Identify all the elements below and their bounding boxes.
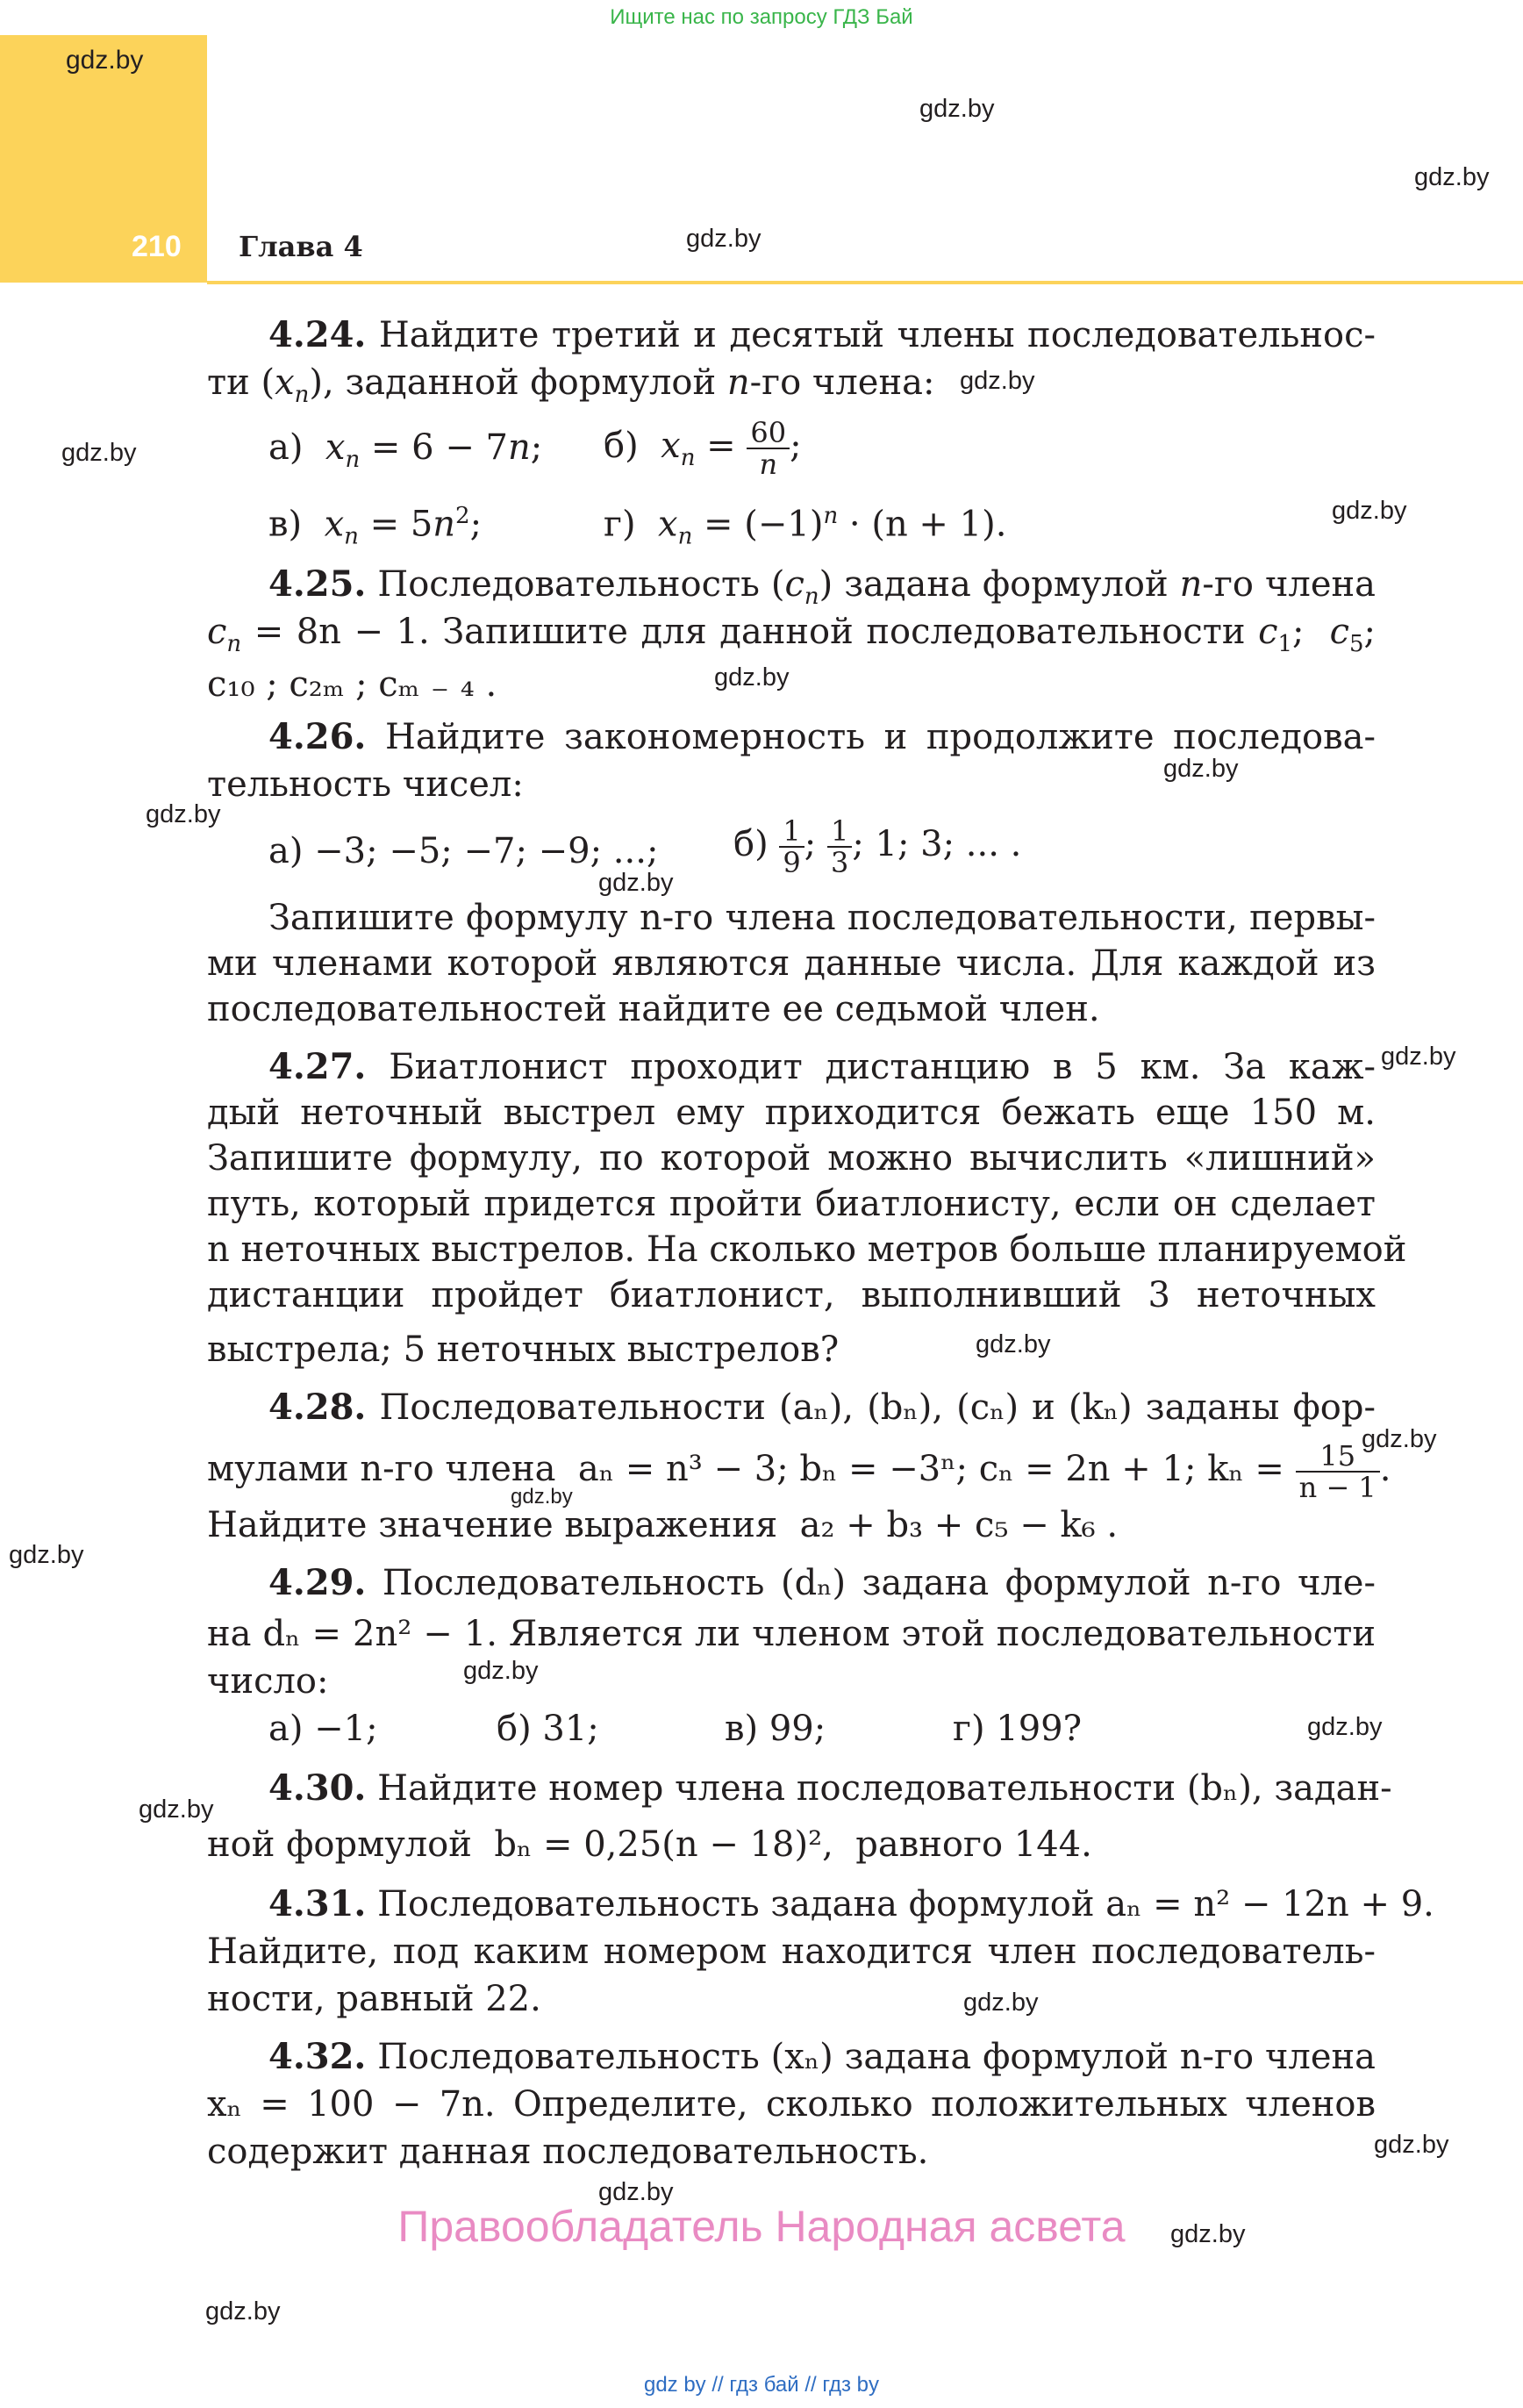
problem-4-24-line1: 4.24. Найдите третий и десятый члены последовательнос-	[268, 314, 1376, 355]
problem-4-24-line2: ти $(x_n)$, заданной формулой n-го члена:	[207, 362, 935, 408]
watermark: gdz.by	[686, 225, 762, 253]
footer-links[interactable]: gdz by // гдз бай // гдз by	[643, 2373, 880, 2397]
tab-watermark: gdz.by	[66, 46, 144, 75]
problem-4-26-b: б) $\frac{1}{9}$ ; $\frac{1}{3}$ ; 1; 3; ... .	[733, 814, 1022, 879]
watermark: gdz.by	[511, 1485, 573, 1509]
problem-4-24-g: г) $x_n = (-1)^n \cdot (n + 1)$.	[604, 503, 1007, 550]
problem-4-26-line6: последовательностей найдите ее седьмой член.	[207, 989, 1100, 1029]
problem-number: 4.24.	[268, 314, 367, 355]
watermark: gdz.by	[9, 1541, 84, 1569]
problem-4-25-line2: $c_n = 8n - 1$. Запишите для данной последовательности $c_1$; $c_5$;	[207, 612, 1376, 657]
top-banner: Ищите нас по запросу ГДЗ Бай	[610, 5, 913, 29]
problem-4-26-line2: тельность чисел:	[207, 764, 524, 805]
problem-4-32-line1: 4.32. Последовательность (xₙ) задана формулой n-го члена	[268, 2036, 1376, 2077]
watermark: gdz.by	[1163, 755, 1239, 783]
problem-4-27-line5: n неточных выстрелов. На сколько метров больше планируемой	[207, 1229, 1407, 1270]
problem-4-27-line1: 4.27. Биатлонист проходит дистанцию в 5 км. За каж-	[268, 1046, 1376, 1087]
watermark: gdz.by	[714, 663, 790, 692]
problem-4-31-line3: ности, равный 22.	[207, 1979, 541, 2019]
watermark: gdz.by	[146, 800, 221, 828]
watermark: gdz.by	[963, 1989, 1039, 2017]
watermark: gdz.by	[1362, 1425, 1437, 1453]
watermark: gdz.by	[139, 1795, 214, 1824]
problem-4-32-line3: содержит данная последовательность.	[207, 2132, 929, 2172]
problem-4-29-b: б) 31;	[497, 1709, 599, 1749]
watermark: gdz.by	[1414, 163, 1490, 191]
fraction: $\frac{1}{9}$	[779, 816, 804, 878]
watermark: gdz.by	[598, 869, 674, 897]
header-rule	[207, 281, 1523, 284]
watermark: gdz.by	[598, 2178, 674, 2206]
problem-4-28-line2: мулами n-го члена aₙ = n³ − 3; bₙ = −3ⁿ; cₙ = 2n + 1; kₙ = $\frac{15}{n - 1}$ .	[207, 1439, 1391, 1504]
problem-4-31-line1: 4.31. Последовательность задана формулой aₙ = n² − 12n + 9.	[268, 1883, 1434, 1924]
watermark: gdz.by	[1374, 2131, 1449, 2159]
fraction: $\frac{1}{3}$	[827, 816, 852, 878]
problem-4-27-line6: дистанции пройдет биатлонист, выполнивший 3 неточных	[207, 1275, 1376, 1315]
watermark: gdz.by	[1307, 1713, 1383, 1741]
problem-4-29-line1: 4.29. Последовательность (dₙ) задана формулой n-го чле-	[268, 1562, 1376, 1603]
watermark: gdz.by	[61, 439, 137, 467]
problem-4-26-line5: ми членами которой являются данные числа. Для каждой из	[207, 943, 1376, 984]
watermark: gdz.by	[463, 1657, 539, 1685]
problem-4-32-line2: xₙ = 100 − 7n. Определите, сколько положительных членов	[207, 2084, 1376, 2125]
problem-4-30-line2: ной формулой bₙ = 0,25(n − 18)², равного 144.	[207, 1824, 1092, 1865]
fraction: $\frac{60}{n}$	[747, 418, 790, 479]
problem-4-29-v: в) 99;	[725, 1709, 826, 1749]
rights-holder: Правообладатель Народная асвета	[397, 2202, 1126, 2251]
problem-4-29-a: а) −1;	[268, 1709, 378, 1749]
watermark: gdz.by	[919, 95, 995, 123]
watermark: gdz.by	[960, 367, 1035, 395]
problem-4-29-g: г) 199?	[953, 1709, 1083, 1749]
page-number: 210	[132, 230, 182, 263]
watermark: gdz.by	[1332, 497, 1407, 525]
problem-4-30-line1: 4.30. Найдите номер члена последовательности (bₙ), задан-	[268, 1767, 1392, 1809]
problem-4-27-line3: Запишите формулу, по которой можно вычислить «лишний»	[207, 1138, 1376, 1179]
watermark: gdz.by	[1170, 2220, 1246, 2248]
problem-4-29-line2: на dₙ = 2n² − 1. Является ли членом этой последовательности	[207, 1614, 1376, 1654]
problem-4-25-line3: c₁₀ ; c₂ₘ ; cₘ ₋ ₄ .	[207, 664, 497, 705]
problem-4-31-line2: Найдите, под каким номером находится член последователь-	[207, 1931, 1376, 1972]
problem-4-26-line4: Запишите формулу n-го члена последовательности, первы-	[268, 898, 1376, 938]
problem-4-29-line3: число:	[207, 1661, 329, 1702]
problem-4-27-line4: путь, который придется пройти биатлонисту, если он сделает	[207, 1184, 1376, 1224]
problem-4-24-a: а) $x_n = 6 - 7n$;	[268, 427, 543, 473]
problem-4-26-a: а) −3; −5; −7; −9; ...;	[268, 831, 659, 871]
watermark: gdz.by	[1381, 1043, 1456, 1071]
problem-4-24-v: в) $x_n = 5n^2$;	[268, 503, 483, 550]
problem-4-24-b: б) $x_n$ = $\frac{60}{n}$ ;	[604, 416, 802, 481]
problem-4-27-line7: выстрела; 5 неточных выстрелов?	[207, 1329, 840, 1370]
problem-4-27-line2: дый неточный выстрел ему приходится бежать еще 150 м.	[207, 1093, 1376, 1133]
problem-4-26-line1: 4.26. Найдите закономерность и продолжите последова-	[268, 716, 1376, 757]
watermark: gdz.by	[205, 2297, 281, 2326]
watermark: gdz.by	[976, 1330, 1051, 1358]
chapter-title: Глава 4	[239, 230, 363, 263]
problem-4-28-line1: 4.28. Последовательности (aₙ), (bₙ), (cₙ) и (kₙ) заданы фор-	[268, 1387, 1376, 1428]
fraction: $\frac{15}{n - 1}$	[1296, 1441, 1380, 1502]
problem-4-25-line1: 4.25. Последовательность $(c_n)$ задана формулой n-го члена	[268, 563, 1376, 610]
problem-4-28-line3: Найдите значение выражения a₂ + b₃ + c₅ − k₆ .	[207, 1505, 1119, 1545]
